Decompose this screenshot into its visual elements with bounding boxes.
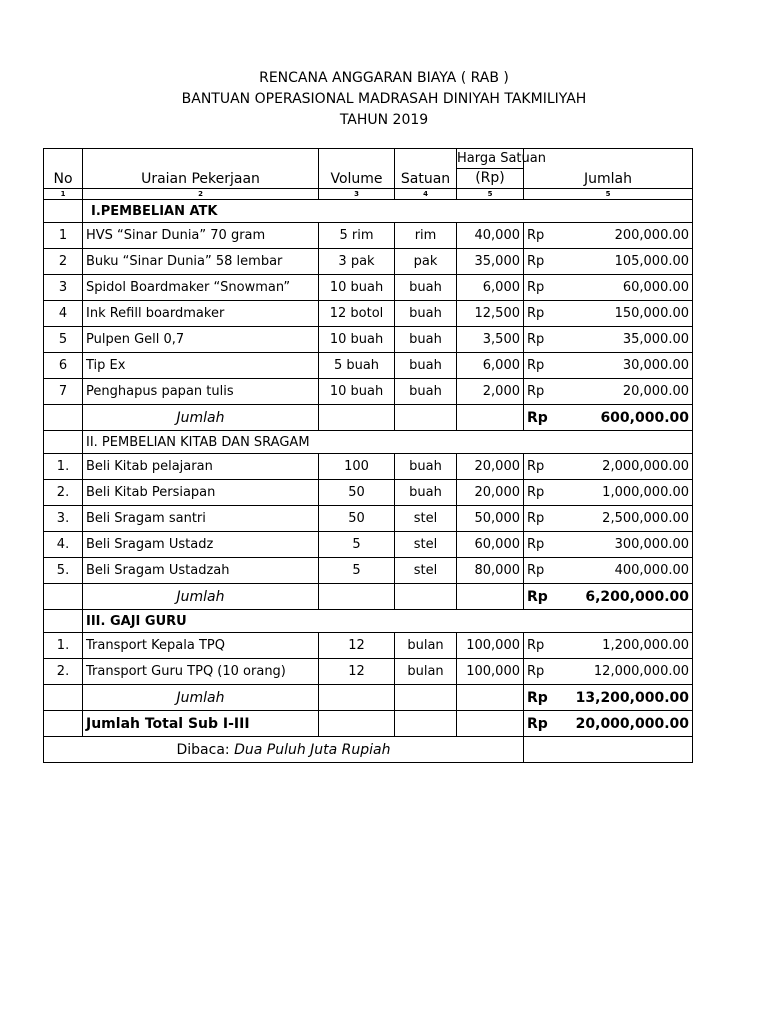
row-rp: Rp <box>524 633 564 659</box>
subtotal-rp: Rp <box>524 405 564 431</box>
row-harga: 20,000 <box>457 454 524 480</box>
row-jumlah: 200,000.00 <box>564 223 693 249</box>
row-rp: Rp <box>524 558 564 584</box>
row-harga: 50,000 <box>457 506 524 532</box>
row-satuan: stel <box>395 558 457 584</box>
row-satuan: buah <box>395 480 457 506</box>
total-empty-cell <box>457 711 524 737</box>
table-row <box>44 223 693 249</box>
row-rp: Rp <box>524 454 564 480</box>
row-volume: 5 <box>319 532 395 558</box>
subtotal-empty-cell <box>395 584 457 610</box>
row-no: 4 <box>44 301 83 327</box>
section-title: II. PEMBELIAN KITAB DAN SRAGAM <box>83 431 693 454</box>
row-jumlah: 300,000.00 <box>564 532 693 558</box>
row-volume: 12 <box>319 659 395 685</box>
index-cell: 2 <box>83 189 319 200</box>
row-volume: 5 buah <box>319 353 395 379</box>
row-rp: Rp <box>524 327 564 353</box>
subtotal-empty-cell <box>319 685 395 711</box>
row-satuan: buah <box>395 275 457 301</box>
index-row <box>44 189 693 200</box>
row-uraian: Beli Kitab pelajaran <box>83 454 319 480</box>
row-uraian: Beli Sragam Ustadzah <box>83 558 319 584</box>
table-row <box>44 659 693 685</box>
header-uraian: Uraian Pekerjaan <box>83 149 319 189</box>
row-harga: 6,000 <box>457 275 524 301</box>
row-no: 5 <box>44 327 83 353</box>
subtotal-empty-cell <box>395 685 457 711</box>
row-uraian: Tip Ex <box>83 353 319 379</box>
row-volume: 5 <box>319 558 395 584</box>
row-uraian: Beli Sragam santri <box>83 506 319 532</box>
subtotal-label: Jumlah <box>83 584 319 610</box>
total-no-cell <box>44 711 83 737</box>
row-jumlah: 150,000.00 <box>564 301 693 327</box>
row-no: 1. <box>44 454 83 480</box>
row-satuan: buah <box>395 454 457 480</box>
row-harga: 100,000 <box>457 659 524 685</box>
row-satuan: stel <box>395 532 457 558</box>
table-row <box>44 532 693 558</box>
row-harga: 2,000 <box>457 379 524 405</box>
subtotal-empty-cell <box>319 584 395 610</box>
row-harga: 12,500 <box>457 301 524 327</box>
row-no: 4. <box>44 532 83 558</box>
row-jumlah: 30,000.00 <box>564 353 693 379</box>
row-satuan: buah <box>395 379 457 405</box>
subtotal-empty-cell <box>319 405 395 431</box>
row-jumlah: 60,000.00 <box>564 275 693 301</box>
row-uraian: Transport Kepala TPQ <box>83 633 319 659</box>
dibaca-cell <box>44 737 524 763</box>
header-harga <box>457 149 546 189</box>
total-rp: Rp <box>524 711 564 737</box>
row-rp: Rp <box>524 379 564 405</box>
row-jumlah: 105,000.00 <box>564 249 693 275</box>
row-no: 6 <box>44 353 83 379</box>
row-volume: 100 <box>319 454 395 480</box>
section-no-cell <box>44 610 83 633</box>
table-row <box>44 301 693 327</box>
title-line-2: BANTUAN OPERASIONAL MADRASAH DINIYAH TAKMILIYAH <box>181 91 587 107</box>
table-row <box>44 558 693 584</box>
row-volume: 5 rim <box>319 223 395 249</box>
row-jumlah: 12,000,000.00 <box>564 659 693 685</box>
row-harga: 60,000 <box>457 532 524 558</box>
table-row <box>44 379 693 405</box>
row-uraian: Spidol Boardmaker “Snowman” <box>83 275 319 301</box>
section-title: I.PEMBELIAN ATK <box>83 200 693 223</box>
row-uraian: Pulpen Gell 0,7 <box>83 327 319 353</box>
header-satuan: Satuan <box>395 149 457 189</box>
row-harga: 6,000 <box>457 353 524 379</box>
table-row <box>44 353 693 379</box>
budget-table <box>43 148 693 763</box>
row-jumlah: 1,000,000.00 <box>564 480 693 506</box>
dibaca-row <box>44 737 693 763</box>
row-uraian: HVS “Sinar Dunia” 70 gram <box>83 223 319 249</box>
row-jumlah: 35,000.00 <box>564 327 693 353</box>
subtotal-value: 600,000.00 <box>564 405 693 431</box>
header-volume: Volume <box>319 149 395 189</box>
row-satuan: buah <box>395 353 457 379</box>
row-harga: 20,000 <box>457 480 524 506</box>
subtotal-empty-cell <box>457 685 524 711</box>
header-jumlah: Jumlah <box>524 149 693 189</box>
section-header-row <box>44 431 693 454</box>
row-jumlah: 20,000.00 <box>564 379 693 405</box>
row-satuan: rim <box>395 223 457 249</box>
header-row <box>44 149 693 189</box>
subtotal-label: Jumlah <box>83 685 319 711</box>
row-jumlah: 2,000,000.00 <box>564 454 693 480</box>
index-cell: 5 <box>457 189 524 200</box>
index-cell: 3 <box>319 189 395 200</box>
subtotal-no-cell <box>44 584 83 610</box>
index-cell: 1 <box>44 189 83 200</box>
row-volume: 3 pak <box>319 249 395 275</box>
table-row <box>44 633 693 659</box>
row-rp: Rp <box>524 249 564 275</box>
total-value: 20,000,000.00 <box>564 711 693 737</box>
row-harga: 40,000 <box>457 223 524 249</box>
row-uraian: Ink Refill boardmaker <box>83 301 319 327</box>
row-jumlah: 1,200,000.00 <box>564 633 693 659</box>
header-no: No <box>44 149 83 189</box>
row-satuan: bulan <box>395 633 457 659</box>
row-rp: Rp <box>524 275 564 301</box>
total-empty-cell <box>395 711 457 737</box>
row-harga: 80,000 <box>457 558 524 584</box>
subtotal-label: Jumlah <box>83 405 319 431</box>
subtotal-rp: Rp <box>524 584 564 610</box>
subtotal-empty-cell <box>457 584 524 610</box>
table-row <box>44 480 693 506</box>
row-rp: Rp <box>524 480 564 506</box>
row-no: 5. <box>44 558 83 584</box>
row-satuan: bulan <box>395 659 457 685</box>
section-title: III. GAJI GURU <box>83 610 693 633</box>
subtotal-empty-cell <box>457 405 524 431</box>
row-jumlah: 2,500,000.00 <box>564 506 693 532</box>
row-rp: Rp <box>524 353 564 379</box>
title-line-1: RENCANA ANGGARAN BIAYA ( RAB ) <box>259 70 509 86</box>
row-satuan: buah <box>395 301 457 327</box>
row-rp: Rp <box>524 301 564 327</box>
subtotal-no-cell <box>44 685 83 711</box>
row-satuan: buah <box>395 327 457 353</box>
section-header-row <box>44 610 693 633</box>
row-satuan: pak <box>395 249 457 275</box>
index-cell: 5 <box>524 189 693 200</box>
row-volume: 50 <box>319 506 395 532</box>
row-no: 2 <box>44 249 83 275</box>
table-row <box>44 327 693 353</box>
row-no: 3. <box>44 506 83 532</box>
table-row <box>44 506 693 532</box>
row-uraian: Buku “Sinar Dunia” 58 lembar <box>83 249 319 275</box>
subtotal-value: 6,200,000.00 <box>564 584 693 610</box>
section-header-row <box>44 200 693 223</box>
subtotal-row <box>44 405 693 431</box>
dibaca-label: Dibaca: <box>176 741 230 758</box>
row-no: 7 <box>44 379 83 405</box>
table-row <box>44 454 693 480</box>
row-rp: Rp <box>524 659 564 685</box>
title-line-3: TAHUN 2019 <box>339 112 429 128</box>
row-volume: 50 <box>319 480 395 506</box>
row-rp: Rp <box>524 506 564 532</box>
row-volume: 10 buah <box>319 327 395 353</box>
row-no: 1 <box>44 223 83 249</box>
row-volume: 12 <box>319 633 395 659</box>
row-uraian: Beli Kitab Persiapan <box>83 480 319 506</box>
section-no-cell <box>44 431 83 454</box>
document-title <box>0 68 768 131</box>
row-satuan: stel <box>395 506 457 532</box>
row-harga: 3,500 <box>457 327 524 353</box>
table-row <box>44 275 693 301</box>
row-uraian: Beli Sragam Ustadz <box>83 532 319 558</box>
row-jumlah: 400,000.00 <box>564 558 693 584</box>
row-harga: 35,000 <box>457 249 524 275</box>
row-uraian: Penghapus papan tulis <box>83 379 319 405</box>
row-no: 2. <box>44 480 83 506</box>
total-empty-cell <box>319 711 395 737</box>
header-harga-top: Harga Satuan <box>457 149 523 169</box>
row-no: 1. <box>44 633 83 659</box>
total-label: Jumlah Total Sub I-III <box>83 711 319 737</box>
section-no-cell <box>44 200 83 223</box>
subtotal-no-cell <box>44 405 83 431</box>
dibaca-value: Dua Puluh Juta Rupiah <box>234 741 391 758</box>
row-harga: 100,000 <box>457 633 524 659</box>
dibaca-empty-cell <box>524 737 693 763</box>
subtotal-value: 13,200,000.00 <box>564 685 693 711</box>
subtotal-empty-cell <box>395 405 457 431</box>
header-harga-bottom: (Rp) <box>475 170 505 186</box>
subtotal-row <box>44 584 693 610</box>
row-volume: 10 buah <box>319 379 395 405</box>
table-row <box>44 249 693 275</box>
subtotal-rp: Rp <box>524 685 564 711</box>
row-no: 3 <box>44 275 83 301</box>
row-rp: Rp <box>524 223 564 249</box>
row-volume: 10 buah <box>319 275 395 301</box>
subtotal-row <box>44 685 693 711</box>
row-no: 2. <box>44 659 83 685</box>
row-uraian: Transport Guru TPQ (10 orang) <box>83 659 319 685</box>
row-rp: Rp <box>524 532 564 558</box>
total-row <box>44 711 693 737</box>
index-cell: 4 <box>395 189 457 200</box>
row-volume: 12 botol <box>319 301 395 327</box>
